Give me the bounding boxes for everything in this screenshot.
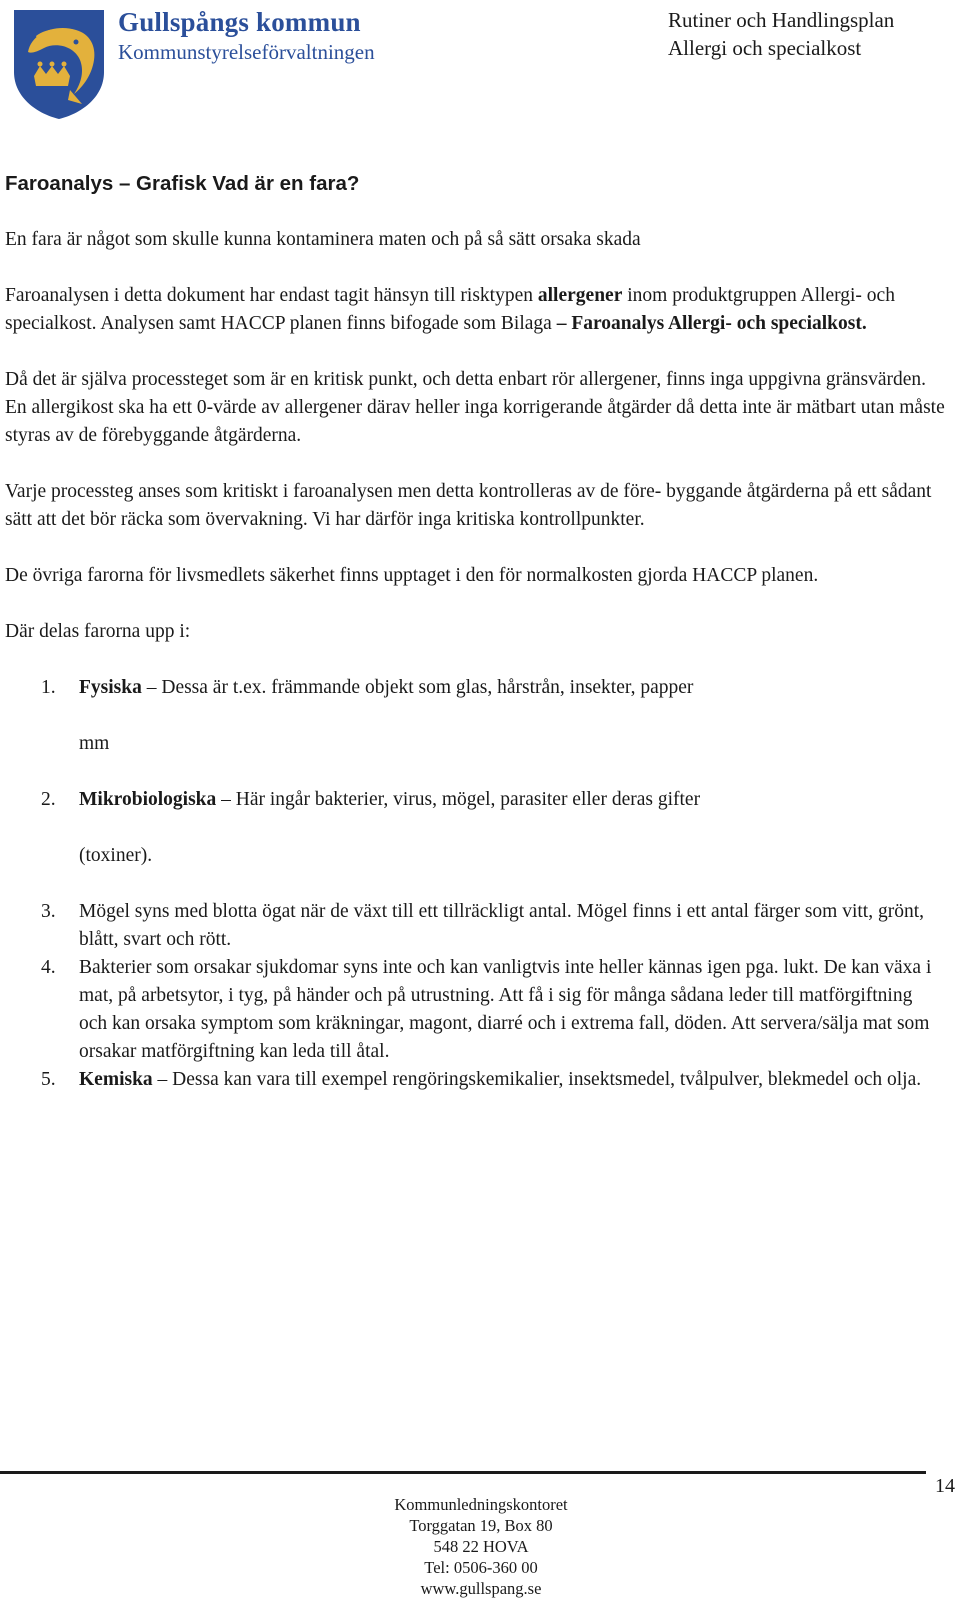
list-item-text: Bakterier som orsakar sjukdomar syns inte och kan vanligtvis inte heller kännas igen pga. lukt. De kan växa i mat, på arbetsytor, i tyg, på händer och på utrustning. Att få i sig för många sådana leder till matförgiftning och kan orsaka symptom som kräkningar, magont, diarré och i extrema fall, döden. Att servera/sälja mat som orsakar matförgiftning kan leda till åtal. bbox=[79, 957, 932, 1062]
list-item-number: 5. bbox=[41, 1069, 56, 1090]
list-item-continuation: (toxiner). bbox=[79, 845, 153, 866]
paragraph-scope bbox=[5, 282, 945, 338]
organization-header bbox=[118, 6, 375, 65]
list-item-continuation: mm bbox=[79, 733, 110, 754]
footer-office: Kommunledningskontoret bbox=[394, 1495, 568, 1514]
municipality-coat-of-arms-logo bbox=[10, 6, 108, 122]
paragraph-other-hazards: De övriga farorna för livsmedlets säkerhet finns upptaget i den för normalkosten gjorda HACCP planen. bbox=[5, 565, 819, 586]
list-item-text: – Dessa kan vara till exempel rengöringskemikalier, insektsmedel, tvålpulver, blekmedel och olja. bbox=[152, 1069, 922, 1090]
list-item bbox=[5, 898, 945, 954]
list-item-number: 4. bbox=[41, 957, 56, 978]
list-item bbox=[5, 786, 945, 814]
list-item-term: Fysiska bbox=[79, 677, 142, 698]
footer-street: Torggatan 19, Box 80 bbox=[409, 1516, 553, 1535]
footer-postal: 548 22 HOVA bbox=[433, 1537, 529, 1556]
section-heading: Faroanalys – Grafisk Vad är en fara? bbox=[5, 172, 360, 195]
paragraph-critical-point: Då det är själva processteget som är en kritisk punkt, och detta enbart rör allergener, finns inga uppgivna gränsvärden. En allergikost ska ha ett 0-värde av allergener därav heller inga korrigerande åtgärder då detta inte är mätbart utan måste styras av de förebyggande åtgärderna. bbox=[5, 369, 945, 446]
organization-name: Gullspångs kommun bbox=[118, 7, 361, 37]
paragraph-list-intro: Där delas farorna upp i: bbox=[5, 621, 191, 642]
document-title-block bbox=[668, 6, 894, 62]
document-body bbox=[5, 170, 945, 1094]
hazard-list bbox=[5, 674, 945, 1094]
list-item-text: – Här ingår bakterier, virus, mögel, parasiter eller deras gifter bbox=[216, 789, 701, 810]
paragraph-scope-text-1: Faroanalysen i detta dokument har endast tagit hänsyn till risktypen bbox=[5, 285, 538, 306]
list-item bbox=[5, 954, 945, 1066]
organization-department: Kommunstyrelseförvaltningen bbox=[118, 40, 375, 64]
footer-divider bbox=[0, 1471, 926, 1474]
allergener-emphasis: allergener bbox=[537, 285, 623, 306]
paragraph-monitoring: Varje processteg anses som kritiskt i faroanalysen men detta kontrolleras av de före- byggande åtgärderna på ett sådant sätt att det bör räcka som övervakning. Vi har därför inga kritiska kontrollpunkter. bbox=[5, 481, 932, 530]
list-item-term: Mikrobiologiska bbox=[79, 789, 217, 810]
paragraph-definition: En fara är något som skulle kunna kontaminera maten och på så sätt orsaka skada bbox=[5, 229, 641, 250]
list-item bbox=[5, 674, 945, 702]
list-item-text: – Dessa är t.ex. främmande objekt som glas, hårstrån, insekter, papper bbox=[141, 677, 694, 698]
footer-address bbox=[330, 1494, 632, 1599]
document-title-line-1: Rutiner och Handlingsplan bbox=[668, 8, 895, 32]
list-item-term: Kemiska bbox=[79, 1069, 153, 1090]
footer-phone: Tel: 0506-360 00 bbox=[424, 1558, 538, 1577]
page-number: 14 bbox=[935, 1475, 955, 1497]
attachment-reference: – Faroanalys Allergi- och specialkost. bbox=[556, 313, 867, 334]
document-title-line-2: Allergi och specialkost bbox=[668, 36, 862, 60]
footer-website: www.gullspang.se bbox=[420, 1579, 542, 1598]
list-item-number: 2. bbox=[41, 789, 56, 810]
paragraph-scope-text-2: inom produktgruppen Allergi- och specialkost. Analysen samt HACCP planen finns bifogade som Bilaga bbox=[5, 285, 895, 334]
list-item-number: 1. bbox=[41, 677, 56, 698]
list-item-text: Mögel syns med blotta ögat när de växt till ett tillräckligt antal. Mögel finns i ett antal färger som vitt, grönt, blått, svart och rött. bbox=[79, 901, 925, 950]
list-item bbox=[5, 1066, 945, 1094]
list-item-number: 3. bbox=[41, 901, 56, 922]
